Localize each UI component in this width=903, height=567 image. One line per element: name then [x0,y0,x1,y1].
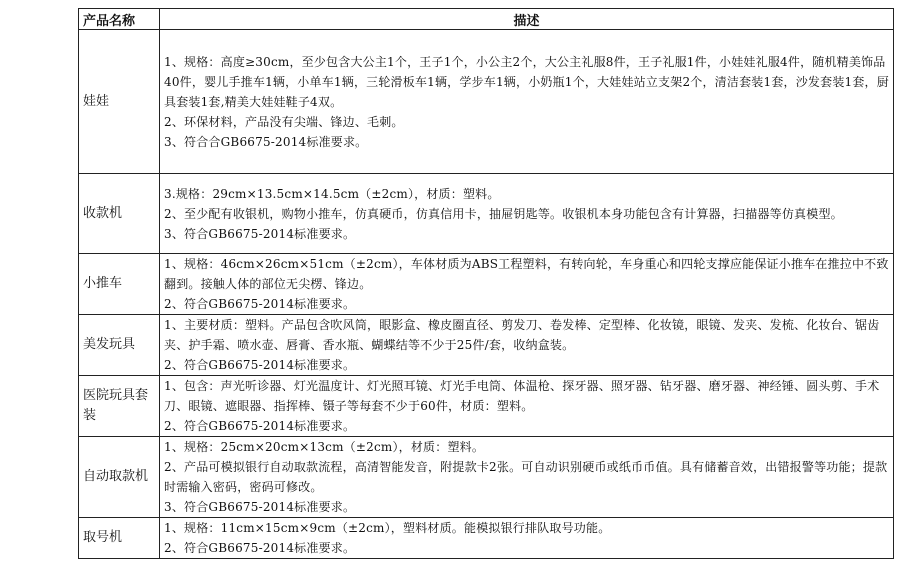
product-name: 收款机 [79,174,160,254]
description-line: 3.规格：29cm×13.5cm×14.5cm（±2cm），材质：塑料。 [164,186,500,201]
description-line: 3、符合GB6675-2014标准要求。 [164,226,356,241]
table-row [79,518,894,559]
product-name: 美发玩具 [79,315,160,376]
description-line: 1、规格：46cm×26cm×51cm（±2cm），车体材质为ABS工程塑料，有转向轮，车身重心和四轮支撑应能保证小推车在推拉中不致翻到。接触人体的部位无尖楞、锋边。 [164,257,889,291]
product-name: 小推车 [79,254,160,315]
product-description [160,437,894,518]
description-line: 2、符合GB6675-2014标准要求。 [164,297,356,311]
product-spec-table [78,8,894,559]
description-line: 3、符合合GB6675-2014标准要求。 [164,134,368,149]
table-row [79,376,894,437]
description-line: 1、包含：声光听诊器、灯光温度计、灯光照耳镜、灯光手电筒、体温枪、探牙器、照牙器、钻牙器、磨牙器、神经锤、圆头剪、手术刀、眼镜、遮眼器、指挥棒、镊子等每套不少于60件，材质：塑料。 [164,379,880,413]
product-description [160,174,894,254]
description-line: 1、规格：11cm×15cm×9cm（±2cm），塑料材质。能模拟银行排队取号功能。 [164,521,611,535]
product-description [160,254,894,315]
description-line: 3、符合GB6675-2014标准要求。 [164,500,356,514]
product-name: 娃娃 [79,30,160,174]
product-name: 医院玩具套装 [79,376,160,437]
description-line: 2、符合GB6675-2014标准要求。 [164,358,356,372]
table-header-row [79,9,894,30]
description-line: 2、至少配有收银机，购物小推车，仿真硬币，仿真信用卡，抽屉钥匙等。收银机本身功能包含有计算器，扫描器等仿真模型。 [164,206,843,221]
product-description [160,30,894,174]
description-line: 2、环保材料，产品没有尖端、锋边、毛刺。 [164,114,404,129]
table-row [79,437,894,518]
product-description [160,376,894,437]
table-row [79,254,894,315]
product-name: 取号机 [79,518,160,559]
product-description [160,315,894,376]
header-description: 描述 [160,9,894,30]
table-row [79,174,894,254]
description-line: 2、产品可模拟银行自动取款流程，高清智能发音，附提款卡2张。可自动识别硬币或纸币币值。具有储蓄音效，出错报警等功能；提款时需输入密码，密码可修改。 [164,460,888,494]
description-line: 2、符合GB6675-2014标准要求。 [164,419,356,433]
header-product-name: 产品名称 [79,9,160,30]
table-row [79,315,894,376]
table-row [79,30,894,174]
description-line: 1、规格：25cm×20cm×13cm（±2cm），材质：塑料。 [164,440,485,454]
description-line: 1、主要材质：塑料。产品包含吹风筒，眼影盒、橡皮圈直径、剪发刀、卷发棒、定型棒、化妆镜，眼镜、发夹、发梳、化妆台、锯齿夹、护手霜、喷水壶、唇膏、香水瓶、蝴蝶结等不少于25件/套，收纳盒装。 [164,318,880,352]
product-name: 自动取款机 [79,437,160,518]
description-line: 2、符合GB6675-2014标准要求。 [164,541,356,555]
product-description [160,518,894,559]
description-line: 1、规格：高度≥30cm，至少包含大公主1个，王子1个，小公主2个，大公主礼服8件，王子礼服1件，小娃娃礼服4件，随机精美饰品40件，婴儿手推车1辆，小单车1辆，三轮滑板车1辆，学步车1辆，小奶瓶1个，大娃娃站立支架2个，清洁套装1套，沙发套装1套，厨具套装1套,精美大娃娃鞋子4双。 [164,54,889,109]
